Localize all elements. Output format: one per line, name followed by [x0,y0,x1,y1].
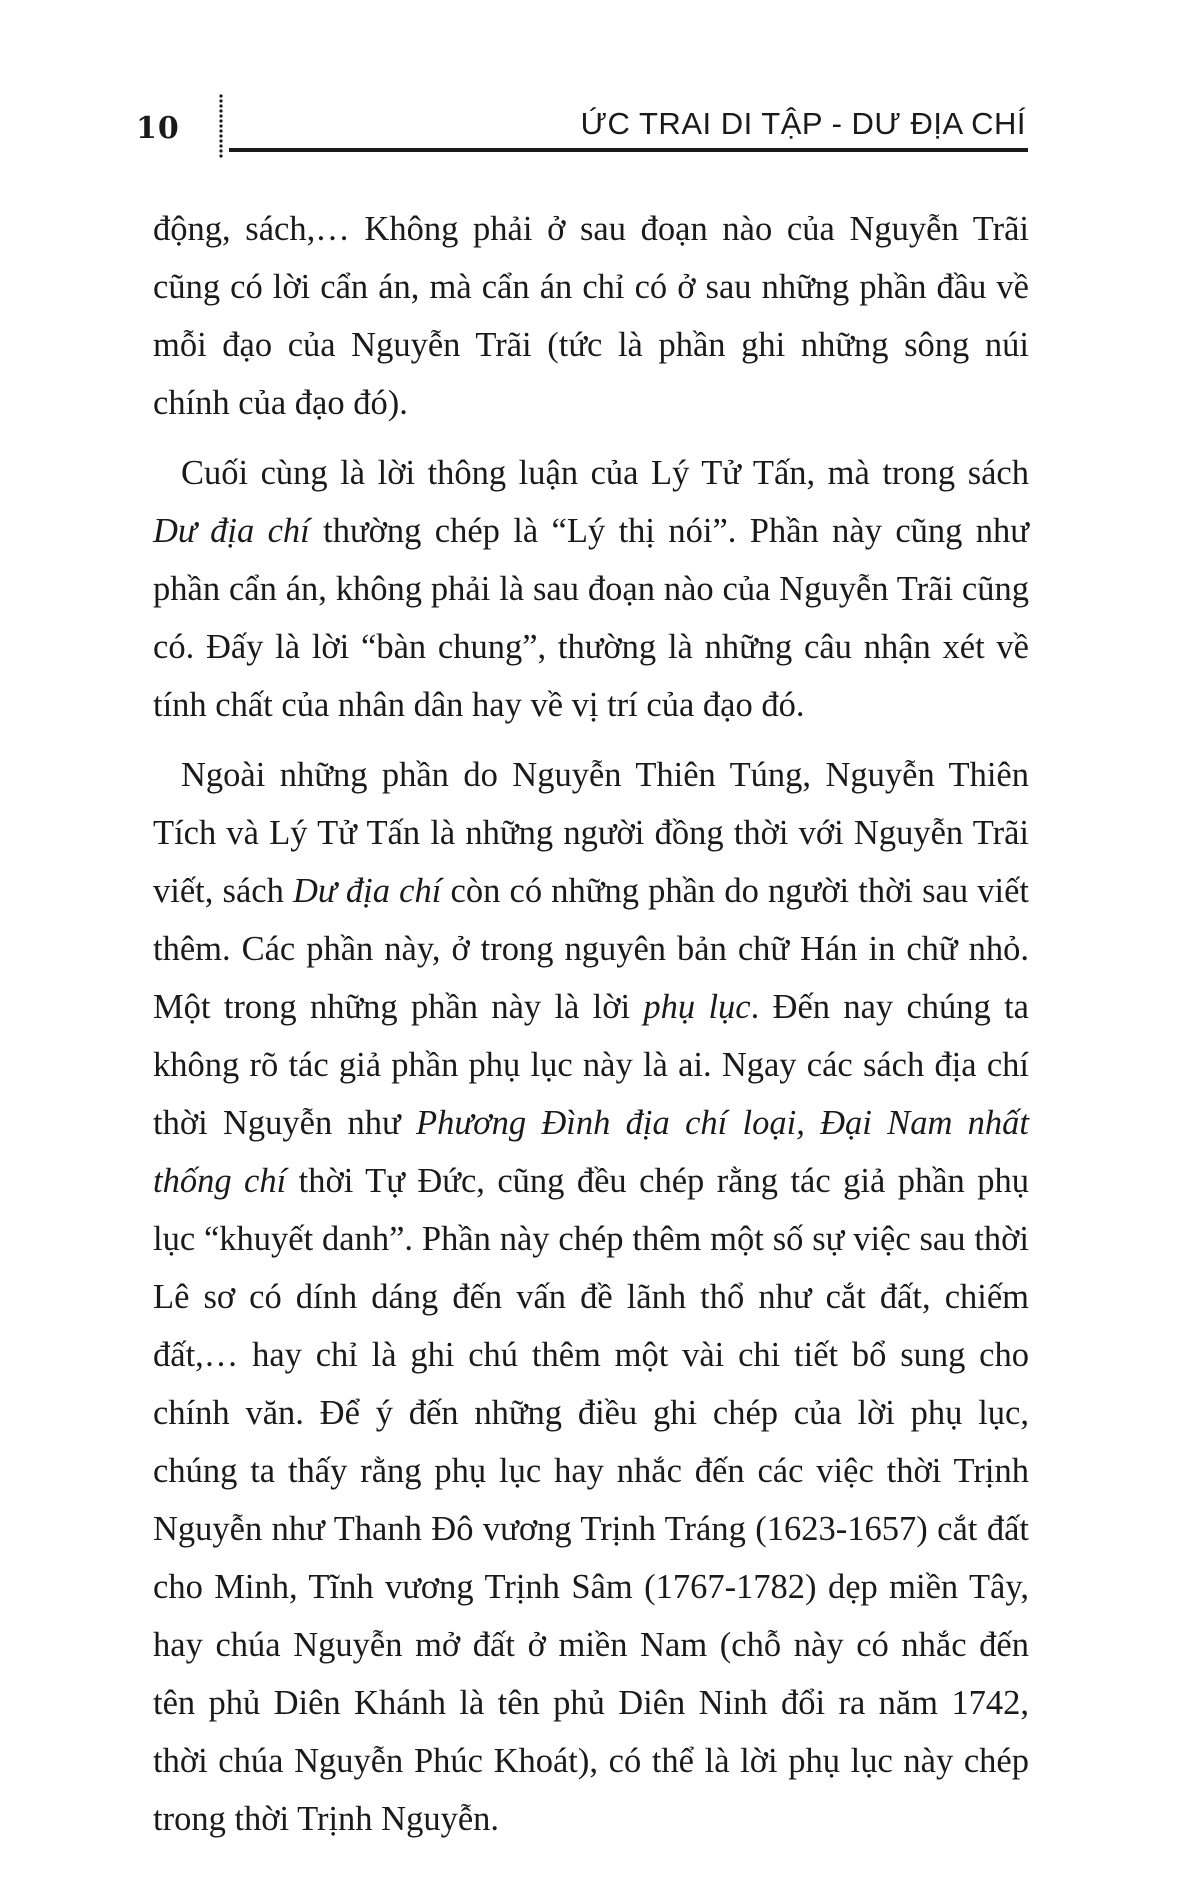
page-number: 10 [136,111,180,146]
paragraph-3-part-e: . Đến nay chúng ta không rõ tác giả phần phụ lục này là ai. Ngay các sách địa chí thời Nguyễn như [153,988,1029,1142]
body-text [153,200,1029,1860]
paragraph-2-part-a: Cuối cùng là lời thông luận của Lý Tử Tấn, mà trong sách [181,454,1029,492]
running-title: ỨC TRAI DI TẬP - DƯ ĐỊA CHÍ [580,106,1026,141]
paragraph-3-part-c: còn có những phần do người thời sau viết thêm. Các phần này, ở trong nguyên bản chữ Hán in chữ nhỏ. Một trong những phần này là lời [153,872,1029,1026]
paragraph-3-term-phu-luc: phụ lục [643,988,751,1026]
header-rule [229,148,1028,152]
paragraph-2-book-title: Dư địa chí [153,512,310,550]
paragraph-2 [153,444,1029,734]
paragraph-3 [153,746,1029,1848]
paragraph-3-part-g: thời Tự Đức, cũng đều chép rằng tác giả phần phụ lục “khuyết danh”. Phần này chép thêm một số sự việc sau thời Lê sơ có dính dáng đến vấn đề lãnh thổ như cắt đất, chiếm đất,… hay chỉ là ghi chú thêm một vài chi tiết bổ sung cho chính văn. Để ý đến những điều ghi chép của lời phụ lục, chúng ta thấy rằng phụ lục hay nhắc đến các việc thời Trịnh Nguyễn như Thanh Đô vương Trịnh Tráng (1623-1657) cắt đất cho Minh, Tĩnh vương Trịnh Sâm (1767-1782) dẹp miền Tây, hay chúa Nguyễn mở đất ở miền Nam (chỗ này có nhắc đến tên phủ Diên Khánh là tên phủ Diên Ninh đổi ra năm 1742, thời chúa Nguyễn Phúc Khoát), có thể là lời phụ lục này chép trong thời Trịnh Nguyễn. [153,1162,1029,1838]
paragraph-3-book-title: Dư địa chí [293,872,442,910]
paragraph-3-book-titles: Phương Đình địa chí loại, Đại Nam nhất thống chí [153,1104,1030,1200]
header-ornament [217,93,225,159]
paragraph-1: động, sách,… Không phải ở sau đoạn nào của Nguyễn Trãi cũng có lời cẩn án, mà cẩn án chỉ có ở sau những phần đầu về mỗi đạo của Nguyễn Trãi (tức là phần ghi những sông núi chính của đạo đó). [153,210,1029,422]
paragraph-2-part-c: thường chép là “Lý thị nói”. Phần này cũng như phần cẩn án, không phải là sau đoạn nào của Nguyễn Trãi cũng có. Đấy là lời “bàn chung”, thường là những câu nhận xét về tính chất của nhân dân hay về vị trí của đạo đó. [153,512,1029,724]
paragraph-3-part-a: Ngoài những phần do Nguyễn Thiên Túng, Nguyễn Thiên Tích và Lý Tử Tấn là những người đồng thời với Nguyễn Trãi viết, sách [153,756,1029,910]
